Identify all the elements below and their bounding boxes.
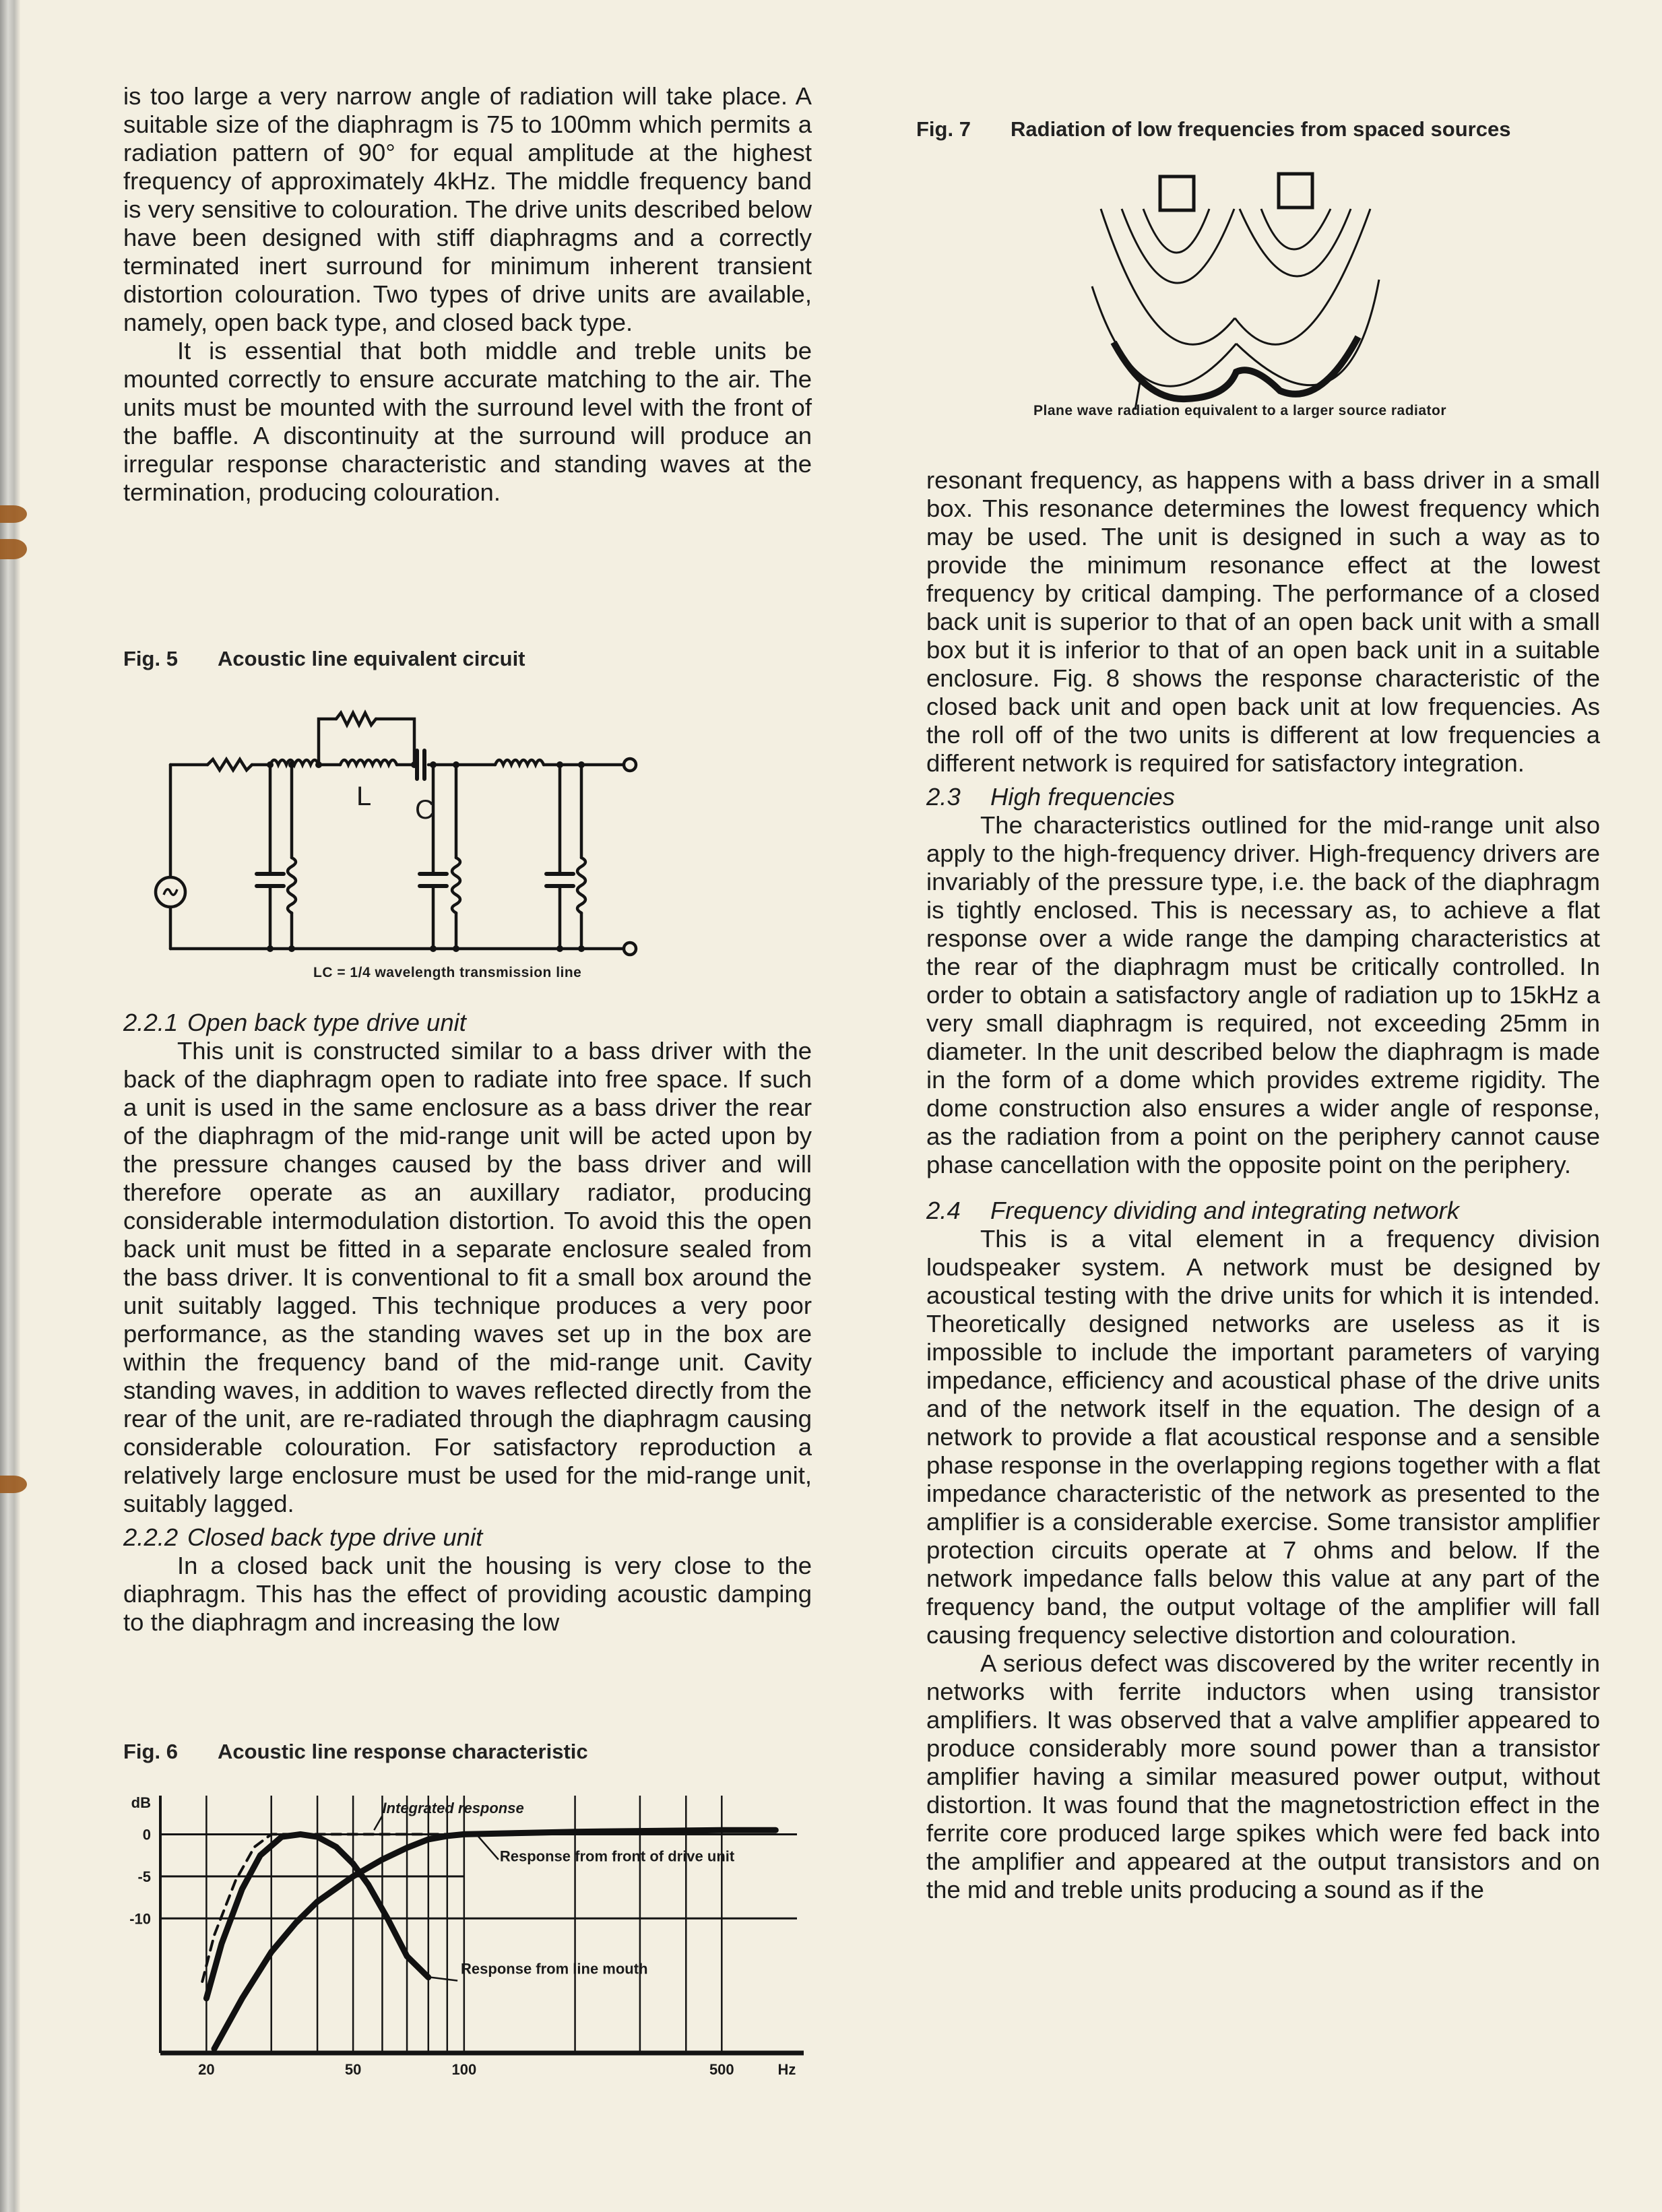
junction-dot bbox=[578, 761, 585, 768]
fig5-note: LC = 1/4 wavelength transmission line bbox=[313, 965, 582, 980]
wavefront-left-1 bbox=[1143, 209, 1209, 253]
inductor-icon bbox=[495, 760, 544, 765]
section-heading-2-3: 2.3 High frequencies bbox=[926, 783, 1175, 811]
capacitor-icon bbox=[546, 874, 573, 886]
series-line-integrated-response bbox=[202, 1834, 464, 1982]
paragraph: The characteristics outlined for the mid-range unit also apply to the high-frequency driver. High-frequency drivers are invariably of the pressure type, i.e. the back of the diaphragm is tightly enclosed. This is necessary as, to achieve a flat response over a wide range the damping characteristics at the rear of the diaphragm must be critically controlled. In order to obtain a satisfactory angle of radiation up to 15kHz a very small diaphragm is required, not exceeding 25mm in diameter. In the unit described below the diaphragm is made in the form of a dome which provides extreme rigidity. The dome construction also ensures a wider angle of response, as the radiation from a point on the periphery cannot cause phase cancellation with the opposite point on the periphery. bbox=[926, 811, 1600, 1178]
plane-wave-front bbox=[1114, 337, 1358, 399]
junction-dot bbox=[288, 945, 295, 952]
junction-dot bbox=[430, 761, 437, 768]
fig6-response-chart bbox=[123, 1786, 817, 2078]
junction-dot bbox=[556, 945, 563, 952]
output-terminal bbox=[624, 943, 636, 955]
fig7-number: Fig. 7 bbox=[916, 117, 971, 141]
paragraph: This is a vital element in a frequency division loudspeaker system. A network must be designed by acoustical testing with the drive units for which it is intended. Theoretically designed networks are useless as it is impossible to include the important parameters of varying impedance, efficiency and acoustical phase of the drive units and of the network itself in the equation. The design of a network to provide a flat acoustical response and a sensible phase response in the overlapping regions together with a flat impedance characteristic of the network as presented to the amplifier is a considerable exercise. Some transistor amplifier protection circuits operate at 7 ohms and below. If the network impedance falls below this value at any part of the frequency band, the output voltage of the amplifier will fall causing frequency selective distortion and colouration. bbox=[926, 1225, 1600, 1649]
paragraph: This unit is constructed similar to a bass driver with the back of the diaphragm open to radiate into free space. If such a unit is used in the same enclosure as a bass driver the rear of the diaphragm of the mid-range unit will be acted upon by the pressure changes caused by the bass driver and will therefore operate as an auxillary radiator, producing considerable intermodulation distortion. To avoid this the open back unit must be fitted in a separate enclosure sealed from the bass driver. It is conventional to fit a small box around the unit suitably lagged. This technique produces a very poor performance, as the standing waves set up in the box are within the frequency band of the mid-range unit. Cavity standing waves, in addition to waves reflected directly from the rear of the unit, are re-radiated through the diaphragm causing considerable colouration. For satisfactory reproduction a relatively large enclosure must be used for the mid-range unit, suitably lagged. bbox=[123, 1037, 812, 1517]
annotation-line-mouth: Response from line mouth bbox=[461, 1960, 648, 1978]
capacitor-icon bbox=[257, 874, 284, 886]
x-tick-label: 50 bbox=[344, 2061, 362, 2078]
right-column bbox=[926, 466, 1600, 1904]
junction-dot bbox=[288, 761, 295, 768]
junction-dot bbox=[578, 945, 585, 952]
left-column-top bbox=[123, 82, 812, 507]
paragraph: resonant frequency, as happens with a bass driver in a small box. This resonance determines the lowest frequency which may be used. The unit is designed in such a way as to provide the minimum resonance effect at the lowest frequency by critical damping. The performance of a closed back unit is superior to that of an open back unit with a small box but it is inferior to that of an open back unit in a suitable enclosure. Fig. 8 shows the response characteristic of the closed back unit and open back unit at low frequencies. As the roll off of the two units is different at low frequencies a different network is required for satisfactory integration. bbox=[926, 466, 1600, 777]
y-tick-label: -5 bbox=[137, 1868, 151, 1885]
inductor-label: L bbox=[356, 782, 372, 811]
wavefront-right-2 bbox=[1240, 209, 1351, 276]
inductor-icon bbox=[340, 760, 397, 765]
annotation-pointer bbox=[430, 1978, 457, 1981]
fig5-caption bbox=[123, 647, 525, 671]
wavefront-right-1 bbox=[1261, 209, 1331, 249]
annotation-pointer bbox=[476, 1834, 499, 1859]
resistor-icon bbox=[577, 858, 585, 913]
junction-dot bbox=[453, 945, 459, 952]
wire bbox=[376, 719, 414, 765]
annotation-front-response: Response from front of drive unit bbox=[499, 1847, 735, 1865]
paragraph: is too large a very narrow angle of radiation will take place. A suitable size of the diaphragm is 75 to 100mm which permits a radiation pattern of 90° for equal amplitude at the highest frequency of approximately 4kHz. The middle frequency band is very sensitive to colouration. The drive units described below have been designed with stiff diaphragms and a correctly terminated inert surround for minimum inherent transient distortion colouration. Two types of drive units are available, namely, open back type, and closed back type. bbox=[123, 82, 812, 336]
paragraph: It is essential that both middle and treble units be mounted correctly to ensure accurate matching to the air. The units must be mounted with the surround level with the front of the baffle. A discontinuity at the surround will produce an irregular response characteristic and standing waves at the termination, producing colouration. bbox=[123, 337, 812, 506]
junction-dot bbox=[411, 761, 418, 768]
binding-spine bbox=[0, 0, 20, 2212]
binding-ring-mark bbox=[0, 1476, 27, 1493]
junction-dot bbox=[267, 761, 274, 768]
source-box-right bbox=[1279, 174, 1312, 208]
capacitor-label: C bbox=[415, 795, 435, 825]
fig5-circuit bbox=[123, 681, 810, 963]
fig6-caption bbox=[123, 1740, 588, 1764]
source-box-left bbox=[1160, 177, 1194, 210]
fig7-note: Plane wave radiation equivalent to a larger source radiator bbox=[1033, 403, 1447, 418]
wavefront-right-3 bbox=[1235, 209, 1370, 344]
x-tick-label: 20 bbox=[198, 2061, 215, 2078]
fig5-title: Acoustic line equivalent circuit bbox=[218, 647, 525, 670]
fig7-title: Radiation of low frequencies from spaced sources bbox=[1011, 117, 1511, 141]
section-heading-2-2-2: 2.2.2 Closed back type drive unit bbox=[123, 1523, 483, 1551]
x-tick-label: 100 bbox=[451, 2061, 477, 2078]
junction-dot bbox=[267, 945, 274, 952]
junction-dot bbox=[315, 761, 322, 768]
fig7-radiation-diagram bbox=[862, 101, 1617, 438]
binding-ring-mark bbox=[0, 505, 27, 523]
wavefront-left-3 bbox=[1101, 209, 1235, 344]
fig6-title: Acoustic line response characteristic bbox=[218, 1740, 588, 1763]
annotation-integrated-response: Integrated response bbox=[382, 1800, 524, 1816]
x-axis-label: Hz bbox=[777, 2061, 796, 2078]
x-tick-label: 500 bbox=[709, 2061, 734, 2078]
resistor-icon bbox=[207, 759, 252, 770]
annotation-pointer bbox=[374, 1816, 382, 1830]
y-tick-label: -10 bbox=[129, 1910, 151, 1928]
section-heading-2-4: 2.4 Frequency dividing and integrating network bbox=[926, 1197, 1459, 1224]
capacitor-icon bbox=[417, 751, 424, 779]
section-heading-2-2-1: 2.2.1 Open back type drive unit bbox=[123, 1009, 466, 1036]
junction-dot bbox=[430, 945, 437, 952]
left-column-sections bbox=[123, 1009, 812, 1637]
junction-dot bbox=[453, 761, 459, 768]
junction-dot bbox=[556, 761, 563, 768]
binding-ring-mark bbox=[0, 539, 27, 559]
paragraph: In a closed back unit the housing is very close to the diaphragm. This has the effect of providing acoustic damping to the diaphragm and increasing the low bbox=[123, 1552, 812, 1636]
paragraph: A serious defect was discovered by the writer recently in networks with ferrite inductors when using transistor amplifiers. It was observed that a valve amplifier appeared to produce considerably more sound power than a transistor amplifier having a similar measured power output, without distortion. It was found that the magnetostriction effect in the ferrite core produced large spikes which were fed back into the amplifier and appeared at the output transistors and on the mid and treble units producing a sound as if the bbox=[926, 1649, 1600, 1903]
capacitor-icon bbox=[420, 874, 447, 886]
output-terminal bbox=[624, 759, 636, 771]
wavefront-right-4 bbox=[1236, 280, 1379, 385]
wire bbox=[319, 719, 336, 765]
y-axis-label: dB bbox=[131, 1794, 151, 1811]
resistor-icon bbox=[452, 858, 460, 913]
resistor-icon bbox=[288, 858, 296, 913]
fig6-number: Fig. 6 bbox=[123, 1740, 178, 1763]
wavefront-left-2 bbox=[1122, 209, 1234, 283]
resistor-icon bbox=[336, 713, 376, 725]
fig5-number: Fig. 5 bbox=[123, 647, 178, 670]
y-tick-label: 0 bbox=[142, 1826, 151, 1843]
